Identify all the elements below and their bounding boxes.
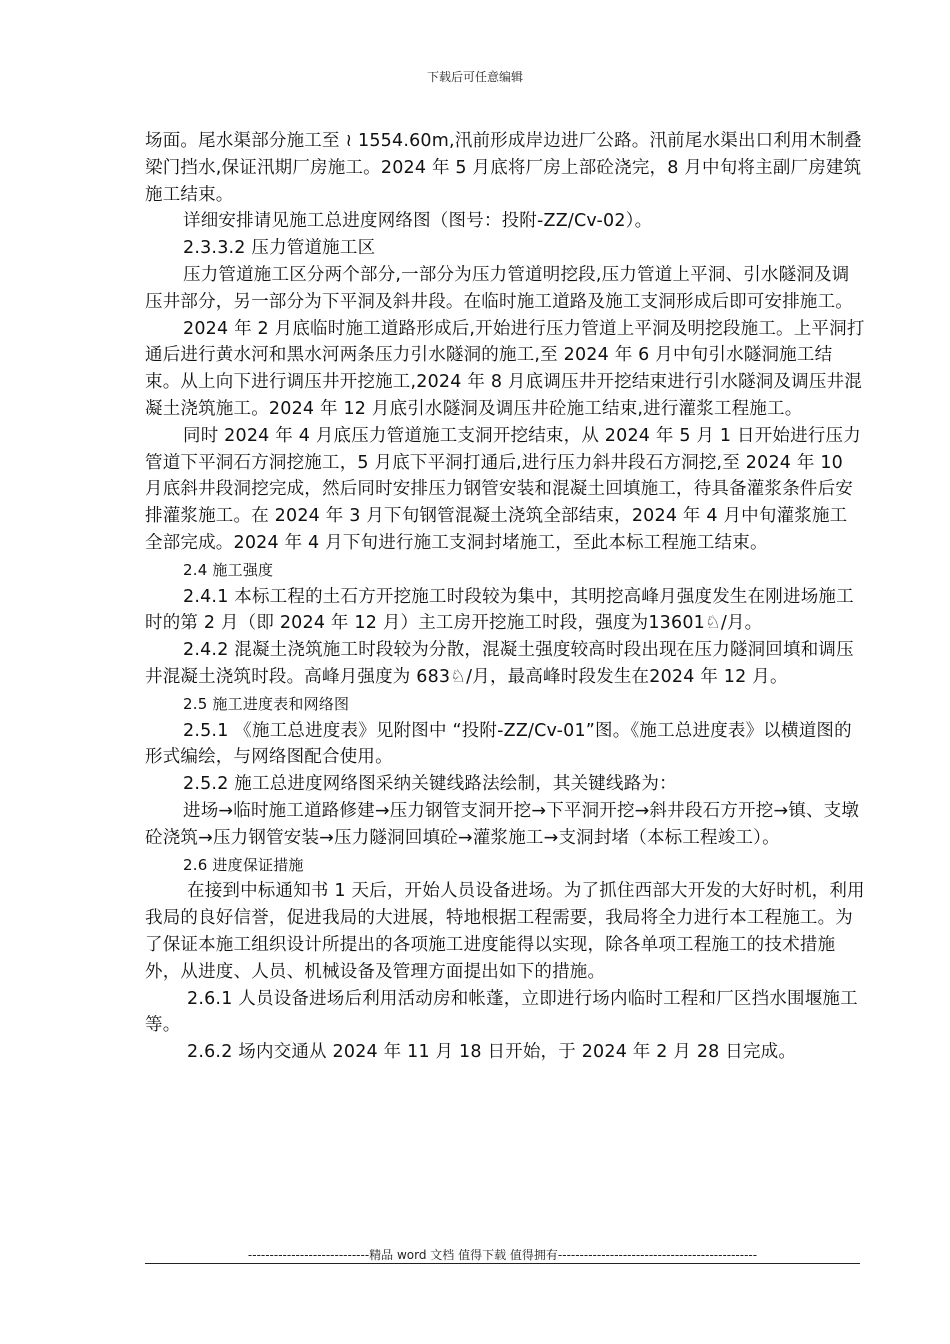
section-heading: 2.6 进度保证措施 [183,855,304,874]
paragraph: 在接到中标通知书 1 天后，开始人员设备进场。为了抓住西部大开发的大好时机，利用我局的良好信誉，促进我局的大进展，特地根据工程需要，我局将全力进行本工程施工。为了保证本施工组织设计所提出的各项施工进度能得以实现，除各单项工程施工的技术措施外，从进度、人员、机械设备及管理方面提出如下的措施。 [145,881,865,982]
paragraph: 2.5.1 《施工总进度表》见附图中 “投附-ZZ/Cv-01”图。《施工总进度表》以横道图的形式编绘，与网络图配合使用。 [145,720,852,768]
paragraph: 2.5.2 施工总进度网络图采纳关键线路法绘制，其关键线路为： [183,774,677,795]
footer-rule [145,1263,860,1264]
section-heading: 2.3.3.2 压力管道施工区 [183,238,376,259]
paragraph: 2.4.2 混凝土浇筑施工时段较为分散，混凝土强度较高时段出现在压力隧洞回填和调压井混凝土浇筑时段。高峰月强度为 683♘/月，最高峰时段发生在2024 年 12 月。 [145,640,854,687]
document-body [145,128,865,1066]
section-heading: 2.4 施工强度 [183,560,274,579]
section-heading: 2.5 施工进度表和网络图 [183,694,350,713]
paragraph: 2.6.1 人员设备进场后利用活动房和帐蓬，立即进行场内临时工程和厂区挡水围堰施工等。 [145,988,858,1036]
paragraph: 进场→临时施工道路修建→压力钢管支洞开挖→下平洞开挖→斜井段石方开挖→镇、支墩砼浇筑→压力钢管安装→压力隧洞回填砼→灌浆施工→支洞封堵（本标工程竣工）。 [145,800,860,848]
paragraph: 场面。尾水渠部分施工至 ≀ 1554.60m,汛前形成岸边进厂公路。汛前尾水渠出口利用木制叠梁门挡水,保证汛期厂房施工。2024 年 5 月底将厂房上部砼浇完，8 月中旬将主副厂房建筑施工结束。 [145,131,862,205]
paragraph: 2.4.1 本标工程的土石方开挖施工时段较为集中，其明挖高峰月强度发生在刚进场施工时的第 2 月（即 2024 年 12 月）主工房开挖施工时段，强度为13601♘/月。 [145,586,854,634]
page-footer: ----------------------------精品 word 文档 值得下载 值得拥有---------------------------------------------- [247,1248,758,1262]
paragraph: 2024 年 2 月底临时施工道路形成后,开始进行压力管道上平洞及明挖段施工。上平洞打通后进行黄水河和黑水河两条压力引水隧洞的施工,至 2024 年 6 月中旬引水隧洞施工结束。从上向下进行调压井开挖施工,2024 年 8 月底调压井开挖结束进行引水隧洞及调压井混凝土浇筑施工。2024 年 12 月底引水隧洞及调压井砼施工结束,进行灌浆工程施工。 [145,318,865,419]
paragraph: 详细安排请见施工总进度网络图（图号：投附-ZZ/Cv-02）。 [183,211,653,232]
paragraph: 同时 2024 年 4 月底压力管道施工支洞开挖结束，从 2024 年 5 月 1 日开始进行压力管道下平洞石方洞挖施工，5 月底下平洞打通后,进行压力斜井段石方洞挖,至 2024 年 10 月底斜井段洞挖完成，然后同时安排压力钢管安装和混凝土回填施工，待具备灌浆条件后安排灌浆施工。在 2024 年 3 月下旬钢管混凝土浇筑全部结束，2024 年 4 月中旬灌浆施工全部完成。2024 年 4 月下旬进行施工支洞封堵施工，至此本标工程施工结束。 [145,425,861,553]
paragraph: 2.6.2 场内交通从 2024 年 11 月 18 日开始，于 2024 年 2 月 28 日完成。 [187,1042,797,1063]
page-header: 下载后可任意编辑 [426,70,523,84]
paragraph: 压力管道施工区分两个部分,一部分为压力管道明挖段,压力管道上平洞、引水隧洞及调压井部分，另一部分为下平洞及斜井段。在临时施工道路及施工支洞形成后即可安排施工。 [145,264,853,312]
